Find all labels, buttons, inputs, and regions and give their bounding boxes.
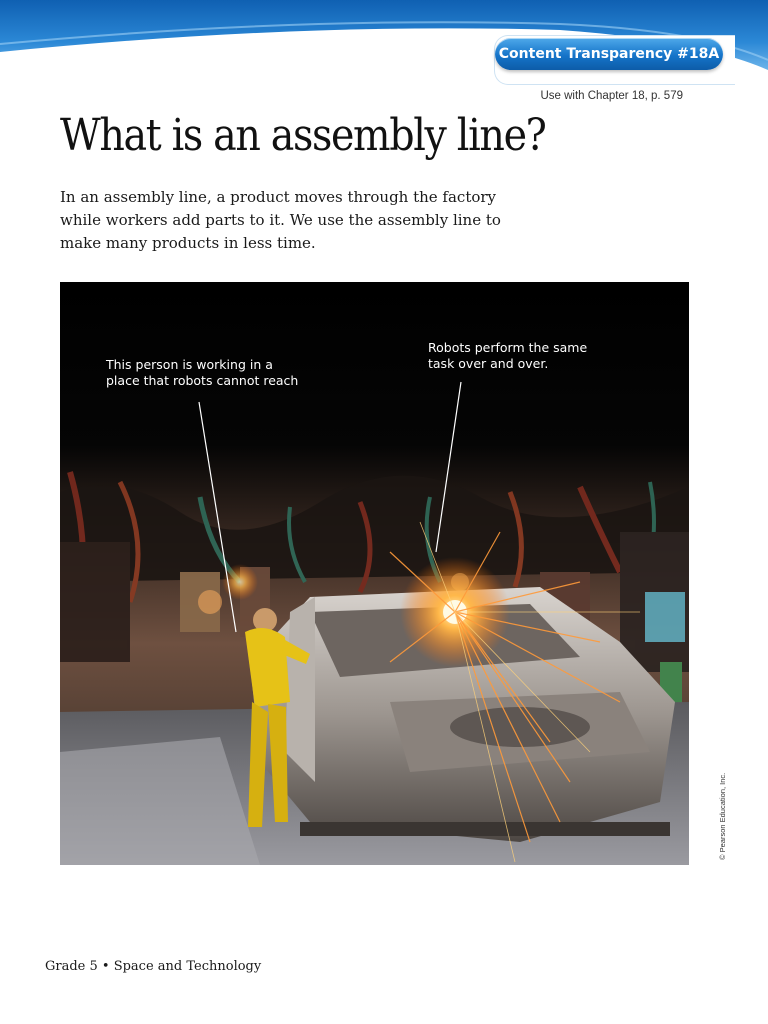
callout-person-label: This person is working in a place that robots cannot reach	[106, 357, 299, 388]
callout-robots-label: Robots perform the same task over and over.	[428, 340, 588, 371]
page-title: What is an assembly line?	[60, 110, 546, 161]
intro-paragraph: In an assembly line, a product moves through the factory while workers add parts to it. We use the assembly line to make many products in less time.	[60, 188, 501, 252]
copyright-notice: © Pearson Education, Inc.	[718, 772, 727, 860]
content-transparency-badge: Content Transparency #18A	[495, 38, 723, 70]
assembly-line-photo	[60, 282, 689, 865]
page-footer: Grade 5 • Space and Technology	[45, 959, 262, 974]
transparency-badge-frame	[494, 35, 735, 85]
chapter-reference: Use with Chapter 18, p. 579	[540, 90, 683, 102]
